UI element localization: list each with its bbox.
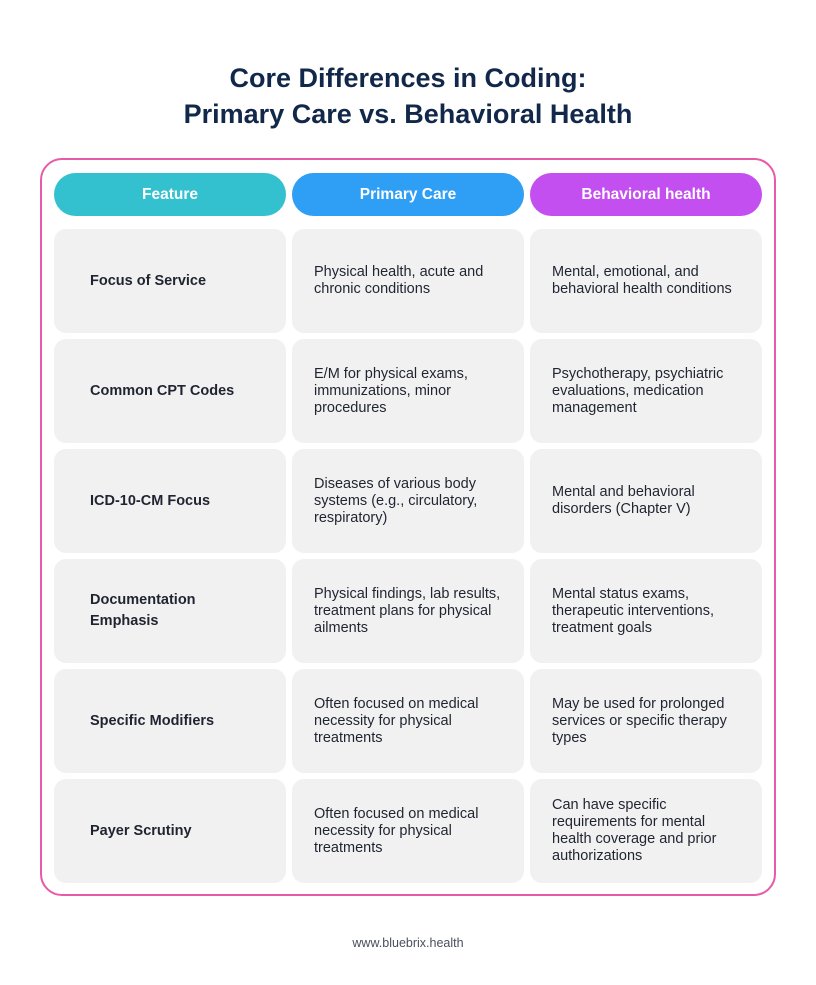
behavioral-health-cell: Can have specific requirements for mental health coverage and prior authorizations bbox=[530, 779, 762, 883]
primary-care-cell: Diseases of various body systems (e.g., circulatory, respiratory) bbox=[292, 449, 524, 553]
title-line-2: Primary Care vs. Behavioral Health bbox=[183, 99, 633, 129]
title-line-1: Core Differences in Coding: bbox=[229, 63, 587, 93]
feature-cell: Focus of Service bbox=[54, 229, 286, 333]
header-feature: Feature bbox=[54, 173, 286, 216]
behavioral-health-cell: Mental status exams, therapeutic interventions, treatment goals bbox=[530, 559, 762, 663]
header-behavioral-health: Behavioral health bbox=[530, 173, 762, 216]
behavioral-health-cell: Mental, emotional, and behavioral health conditions bbox=[530, 229, 762, 333]
primary-care-cell: Often focused on medical necessity for physical treatments bbox=[292, 779, 524, 883]
header-primary-care: Primary Care bbox=[292, 173, 524, 216]
primary-care-cell: Physical findings, lab results, treatment plans for physical ailments bbox=[292, 559, 524, 663]
feature-cell: ICD-10-CM Focus bbox=[54, 449, 286, 553]
feature-cell: Common CPT Codes bbox=[54, 339, 286, 443]
page-title bbox=[0, 60, 816, 132]
primary-care-cell: Physical health, acute and chronic conditions bbox=[292, 229, 524, 333]
footer-url: www.bluebrix.health bbox=[352, 936, 464, 950]
behavioral-health-cell: May be used for prolonged services or specific therapy types bbox=[530, 669, 762, 773]
comparison-table bbox=[54, 173, 762, 889]
behavioral-health-cell: Psychotherapy, psychiatric evaluations, medication management bbox=[530, 339, 762, 443]
feature-cell: Documentation Emphasis bbox=[54, 559, 286, 663]
behavioral-health-cell: Mental and behavioral disorders (Chapter V) bbox=[530, 449, 762, 553]
feature-cell: Payer Scrutiny bbox=[54, 779, 286, 883]
primary-care-cell: Often focused on medical necessity for physical treatments bbox=[292, 669, 524, 773]
feature-cell: Specific Modifiers bbox=[54, 669, 286, 773]
primary-care-cell: E/M for physical exams, immunizations, minor procedures bbox=[292, 339, 524, 443]
